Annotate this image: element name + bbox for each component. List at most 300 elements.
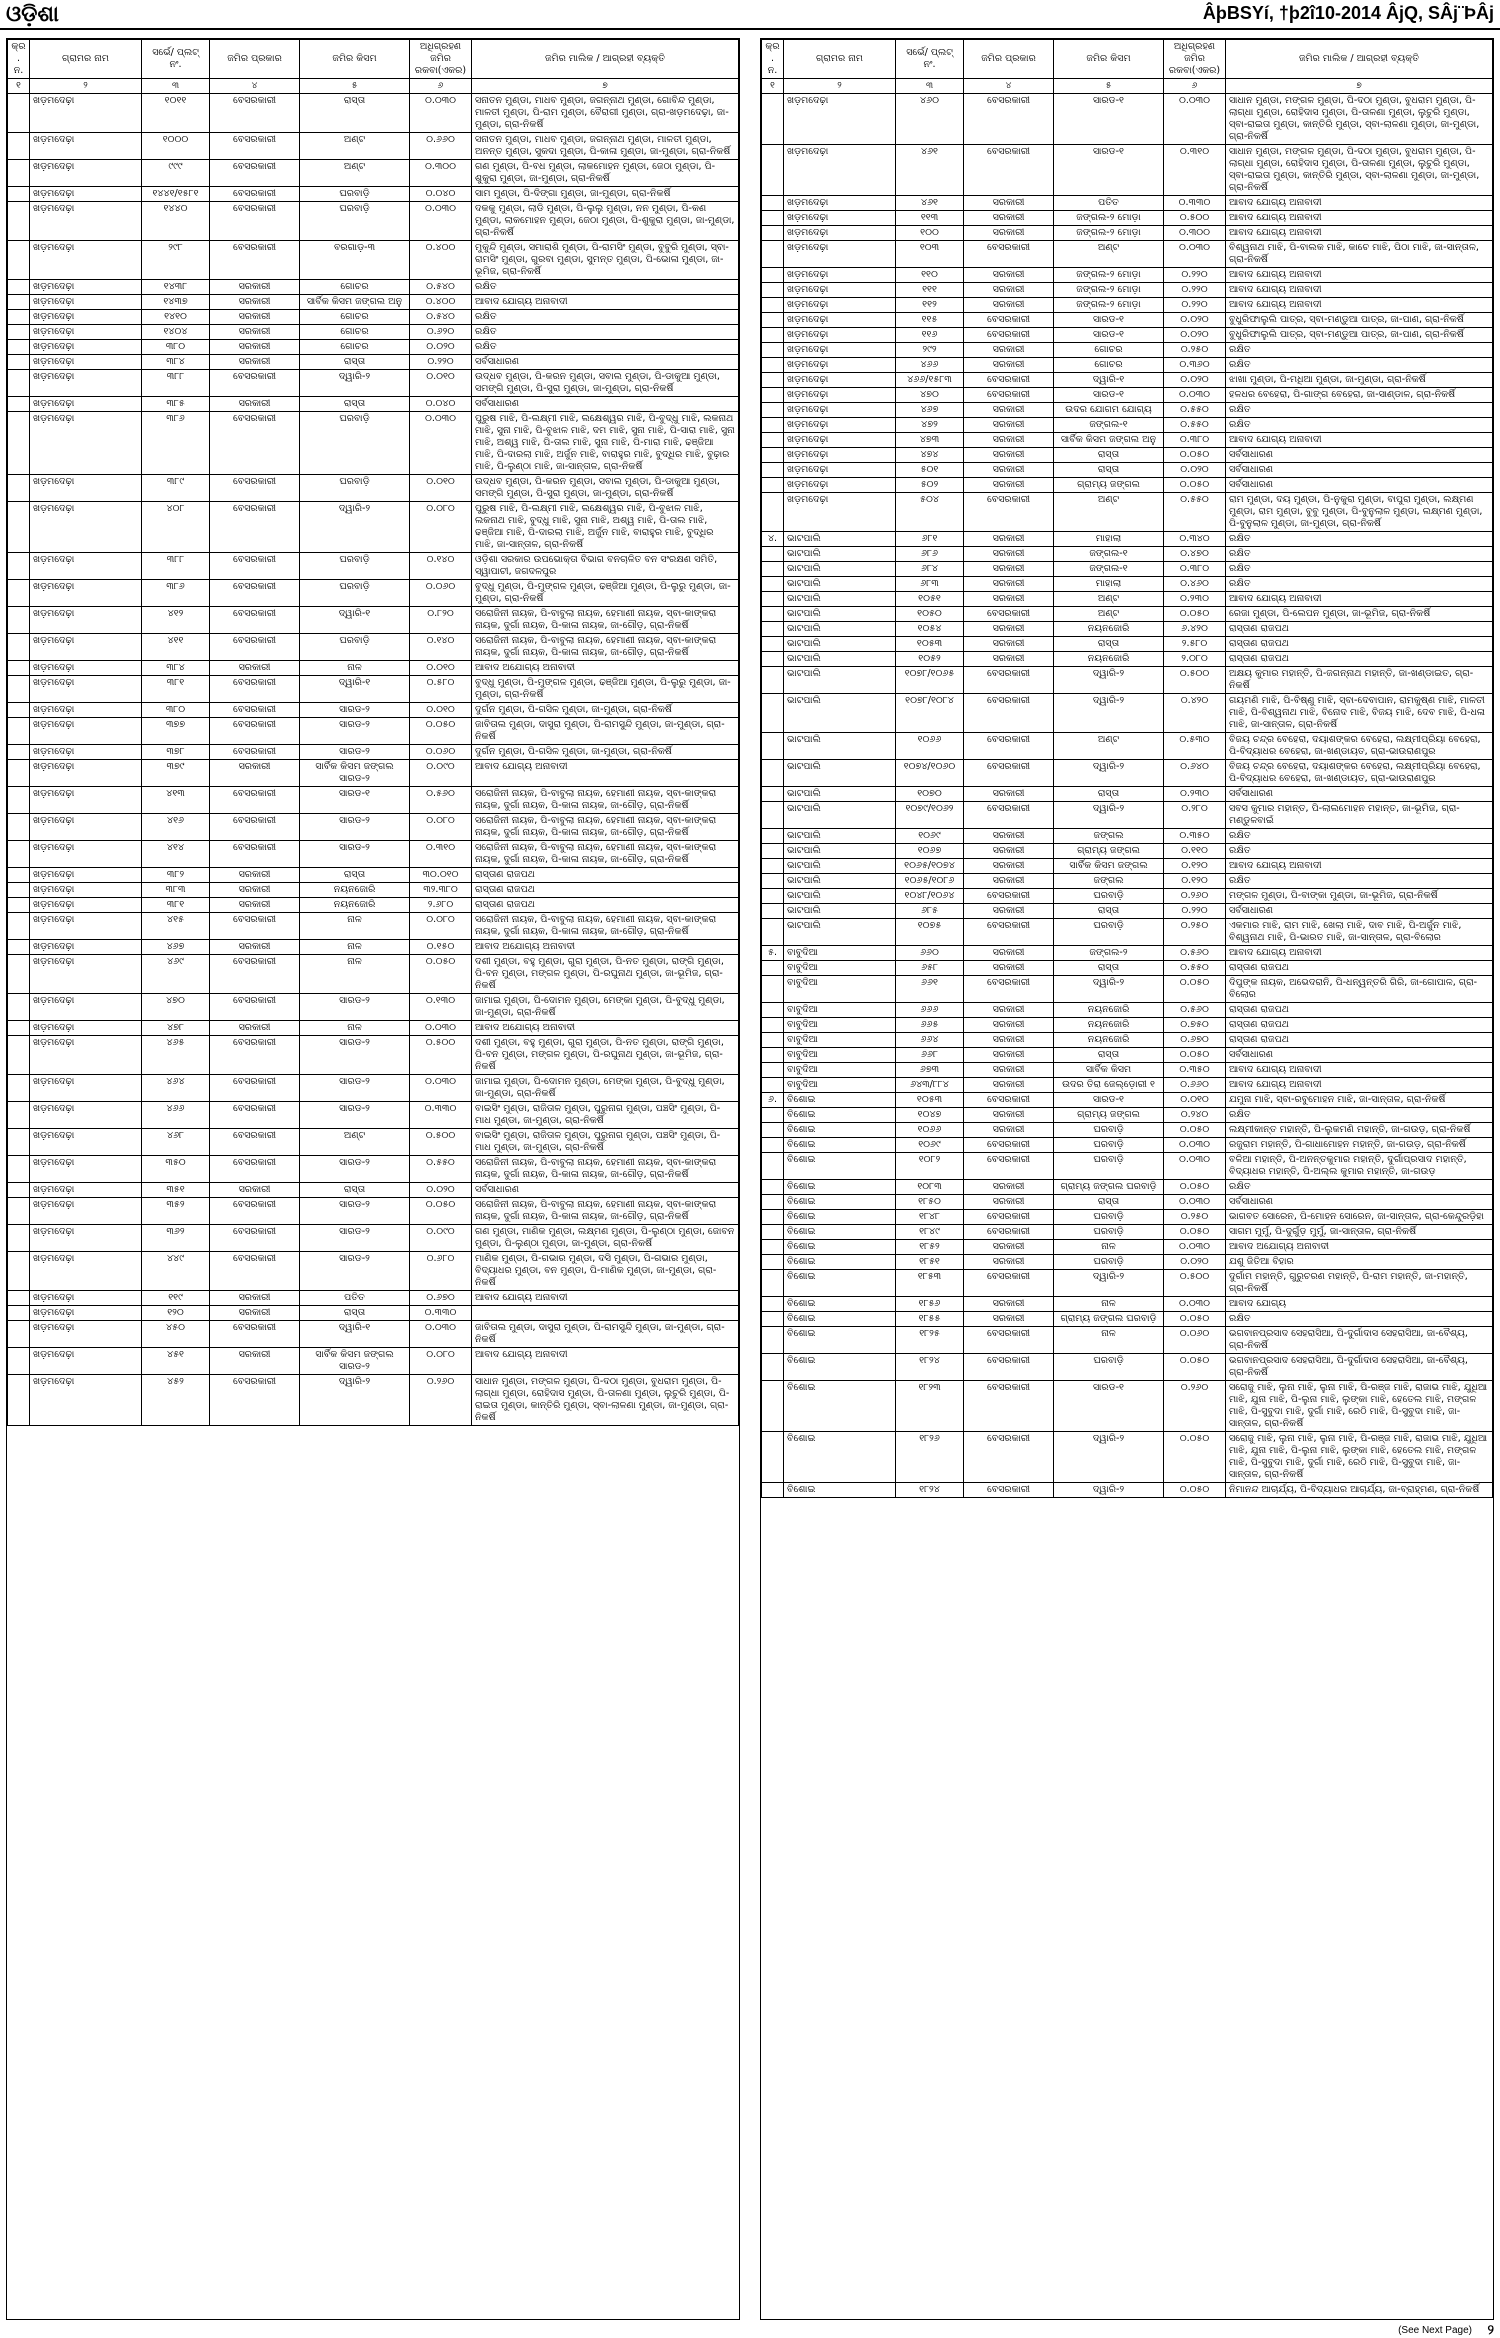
cell-sl [8,1225,30,1252]
cell-village: ବାବୁଦିଆ [784,961,896,976]
cell-survey: ୧୦୫୦ [896,607,964,622]
cell-survey: ୧୮୨୬ [896,1432,964,1483]
cell-kism: ଜଙ୍ଗଲ-୧ [1054,562,1164,577]
cell-kism: ଘରବାଡ଼ି [1054,1255,1164,1270]
cell-survey: ୧୦୬୫/୧୦୮୬ [896,874,964,889]
cell-kism: ଅଣ୍ଟ [1054,607,1164,622]
cell-sl [762,904,784,919]
cell-village: ଖଡ଼ମଦେଢ଼ା [30,1225,142,1252]
cell-owner: ବାଇସିଂ ମୁଣ୍ଡା, ରାଜିତାଳ ମୁଣ୍ଡା, ପୁରୁନାଗ ମୁଣ୍ଡା, ପଞ୍ଚସିଂ ମୁଣ୍ଡା, ପି-ମାଧ ମୁଣ୍ଡା, ଜା-ମୁଣ୍ଡା, ଗ୍ରା-ନିକର୍ଷି [472,1129,739,1156]
cell-survey: ୪୬୪ [142,1075,210,1102]
cell-kism: ରାସ୍ତା [300,94,410,133]
cell-survey: ୧୮୪୯ [896,1225,964,1240]
cell-type: ବେସରକାରୀ [210,475,300,502]
table-row [8,1375,739,1426]
col-survey: ସର୍ଭେ/ ପ୍ଲଟ୍ ନଂ. [896,40,964,79]
cell-sl [762,343,784,358]
table-row [762,226,1493,241]
cell-type: ସରକାରୀ [964,946,1054,961]
cell-owner: ରକ୍ଷିତ [1226,562,1493,577]
cell-owner: ସର୍ବସାଧାରଣ [1226,448,1493,463]
cell-kism: ଗୋଚର [300,325,410,340]
cell-sl [762,1003,784,1018]
cell-kism: ସାରଡ-୧ [1054,328,1164,343]
cell-owner: ସନାତନ ମୁଣ୍ଡା, ମାଧବ ମୁଣ୍ଡା, ଜଗନ୍ନାଥ ମୁଣ୍ଡା, ମାଳତୀ ମୁଣ୍ଡା, ଅନନ୍ତ ମୁଣ୍ଡା, ସୁକଦା ମୁଣ୍ଡା, ପି-କାଳା ମୁଣ୍ଡା, ଜା-ମୁଣ୍ଡା, ଗ୍ରା-ନିକର୍ଷି [472,133,739,160]
cell-area: ୦.୬୨୦ [410,325,472,340]
cell-area: ୦.୦୩୦ [1164,1297,1226,1312]
cell-village: ଖଡ଼ମଦେଢ଼ା [784,358,896,373]
cell-survey: ୧୦୭୪/୧୦୬୦ [896,760,964,787]
cell-village: ଖଡ଼ମଦେଢ଼ା [30,1348,142,1375]
cell-kism: ଦ୍ୱାରି-୨ [1054,1483,1164,1498]
cell-village: ଖଡ଼ମଦେଢ଼ା [30,241,142,280]
table-row [762,493,1493,532]
cell-survey: ୩୮୨ [142,868,210,883]
table-row [8,295,739,310]
cell-survey: ୬୮୩ [896,577,964,592]
table-row [8,661,739,676]
cell-sl [8,355,30,370]
cell-sl [762,859,784,874]
cell-survey: ୩୮୬ [142,412,210,475]
cell-village: ଖଡ଼ମଦେଢ଼ା [30,355,142,370]
cell-village: ବିଶୋଇ [784,1240,896,1255]
cell-kism: ଦ୍ୱାରି-୧ [300,676,410,703]
cell-kism: ଅଣ୍ଟ [300,133,410,160]
cell-type: ସରକାରୀ [964,283,1054,298]
cell-kism: ଘରବାଡ଼ି [300,202,410,241]
cell-kism: ସାର୍ବିକ କିସମ ଜଙ୍ଗଲ ସାରଡ-୨ [300,760,410,787]
table-row [762,946,1493,961]
cell-area: ୦.୦୬୦ [410,580,472,607]
cell-type: ସରକାରୀ [964,298,1054,313]
cell-sl [8,187,30,202]
cell-area: ୦.୫୬୦ [1164,946,1226,961]
cell-sl [8,1102,30,1129]
table-row [8,1021,739,1036]
cell-owner: ଆବାଦ ଯୋଗ୍ୟ ଅନାବାଦୀ [1226,859,1493,874]
cell-area: ୦.୨୫୦ [1164,1210,1226,1225]
table-row [762,904,1493,919]
cell-area: ୦.୫୦୦ [1164,1270,1226,1297]
cell-survey: ୧୮୪୮ [896,1210,964,1225]
cell-village: ଖଡ଼ମଦେଢ଼ା [784,298,896,313]
cell-survey: ୪୬୬ [142,1102,210,1129]
cell-village: ଖଡ଼ମଦେଢ଼ା [30,940,142,955]
cell-sl [762,667,784,694]
cell-type: ବେସରକାରୀ [210,1225,300,1252]
cell-sl [8,1321,30,1348]
cell-sl [8,940,30,955]
cell-area: ୦.୨୮୦ [1164,802,1226,829]
cell-type: ସରକାରୀ [964,343,1054,358]
cell-area: ୦.୦୩୦ [1164,388,1226,403]
cell-area: ୦.୦୫୦ [1164,976,1226,1003]
cell-sl [8,607,30,634]
cell-sl [762,802,784,829]
cell-survey: ୧୧୩ [896,211,964,226]
cell-sl [762,733,784,760]
table-row [8,718,739,745]
cell-area: ୦.୧୨୦ [1164,859,1226,874]
cell-sl [8,634,30,661]
cell-owner: ଆବାଦ ଅଯୋଗ୍ୟ ଅନାବାଦୀ [1226,1240,1493,1255]
cell-kism: ନାଳ [300,940,410,955]
cell-village: ବାବୁଦିଆ [784,1018,896,1033]
cell-kism: ଦ୍ୱାରି-୨ [1054,694,1164,733]
cell-type: ବେସରକାରୀ [964,1483,1054,1498]
cell-kism: ନାଳ [1054,1297,1164,1312]
cell-kism: ସାର୍ବିକ କିସମ ଜଙ୍ଗଲ [1054,859,1164,874]
cell-type: ବେସରକାରୀ [210,241,300,280]
cell-kism: ଦ୍ୱାରି-୨ [1054,760,1164,787]
cell-sl [762,622,784,637]
cell-area: ୦.୦୩୦ [1164,241,1226,268]
cell-sl [8,553,30,580]
cell-owner: ଆବାଦ ଯୋଗ୍ୟ ଅନାବାଦୀ [1226,433,1493,448]
cell-owner: ସରୋଜିନୀ ନାୟକ, ପି-ବାବୁଲା ନାୟକ, ହେମାଣୀ ନାୟକ, ସ୍ବା-କାଙ୍କରା ନାୟକ, ଦୁର୍ଗା ନାୟକ, ପି-କାଳା ନାୟକ, ଜା-ଗୌଡ଼, ଗ୍ରା-ନିକର୍ଷି [472,841,739,868]
cell-type: ବେସରକାରୀ [964,1225,1054,1240]
cell-area: ୦.୦୪୦ [410,397,472,412]
table-row [762,637,1493,652]
cell-village: ଭାଟପାଲି [784,532,896,547]
cell-survey: ୪୫୧ [142,1348,210,1375]
cell-survey: ୩୮୪ [142,355,210,370]
cell-owner: ରଜୁରାମ ମହାନ୍ତି, ପି-ଗାଧାମୋହନ ମହାନ୍ତି, ଜା-ଗଉଡ଼, ଗ୍ରା-ନିକର୍ଷି [1226,1138,1493,1153]
cell-area: ୦.୧୪୦ [410,553,472,580]
table-row [762,1033,1493,1048]
cell-survey: ୬୬୧ [896,976,964,1003]
table-row [762,1180,1493,1195]
cell-area: ୦.୦୧୦ [410,475,472,502]
cell-sl [762,874,784,889]
cell-owner: ବୁଦ୍ଧୁ ମୁଣ୍ଡା, ପି-ମୁଙ୍ଗଳ ମୁଣ୍ଡା, ଢଞ୍ଜିଆ ମୁଣ୍ଡା, ପି-ଲୁରୁ ମୁଣ୍ଡା, ଜା-ମୁଣ୍ଡା, ଗ୍ରା-ନିକର୍ଷି [472,676,739,703]
cell-kism: ନାଳ [300,661,410,676]
cell-village: ଖଡ଼ମଦେଢ଼ା [30,502,142,553]
cell-kism: ଅଣ୍ଟ [1054,493,1164,532]
cell-owner: ହଳଧର ବେହେରା, ପି-ଗାଙ୍ଗ ବେହେରା, ଜା-ସାଣ୍ଡାଳ, ଗ୍ରା-ନିକର୍ଷି [1226,388,1493,403]
cell-village: ଖଡ଼ମଦେଢ଼ା [30,1198,142,1225]
cell-survey: ୩୮୦ [142,340,210,355]
cell-type: ବେସରକାରୀ [210,1036,300,1075]
cell-type: ବେସରକାରୀ [210,502,300,553]
cell-owner: ଭାଗବତ ସୋରେନ, ପି-ମୋହନ ସୋରେନ, ଜା-ସାନ୍ତାଳ, ଗ୍ରା-କେନ୍ଦୁରଡ଼ିହା [1226,1210,1493,1225]
cell-sl [762,1270,784,1297]
cell-owner: ଆବାଦ ଯୋଗ୍ୟ ଅନାବାଦୀ [1226,283,1493,298]
cell-kism: ନାଳ [300,913,410,940]
cell-sl [8,703,30,718]
table-row [762,874,1493,889]
column-number-row [762,79,1493,94]
table-row [8,841,739,868]
cell-village: ବାବୁଦିଆ [784,1003,896,1018]
cell-owner: ସରୋଜୁ ମାଝି, ଲୁନା ମାଝି, ଲୁନା ମାଝି, ପି-ରଞ୍ଜ ମାଝି, ରାଜାଭ ମାଝି, ଯୁଧିଆ ମାଝି, ଯୁନା ମାଝି, ପି-ଲୁନା ମାଝି, ଲୁଙ୍କା ମାଝି, ହେତେଲ ମାଝି, ମଙ୍ଗଳ ମାଝି, ପି-ସୁବୁଦା ମାଝି, ଦୁର୍ଗା ମାଝି, ରେଠି ମାଝି, ପି-ସୁବୁଦା ମାଝି, ଜା-ସାନ୍ତାଳ, ଗ୍ରା-ନିକର୍ଷି [1226,1381,1493,1432]
cell-sl [762,1225,784,1240]
cell-owner [472,1306,739,1321]
cell-kism: ମାହାଲା [1054,532,1164,547]
cell-kism: ନାଳ [1054,1327,1164,1354]
cell-survey: ୬୬୮ [896,1048,964,1063]
table-row [8,940,739,955]
cell-survey: ୧୮୫୦ [896,1195,964,1210]
cell-kism: ସାରଡ-୨ [300,1075,410,1102]
cell-sl [762,298,784,313]
cell-area: ୦.୬୭୦ [1164,1033,1226,1048]
cell-sl [762,1195,784,1210]
cell-kism: ପତିତ [1054,196,1164,211]
cell-kism: ଦ୍ୱାରି-୨ [1054,1432,1164,1483]
cell-village: ଖଡ଼ମଦେଢ଼ା [30,883,142,898]
cell-type: ବେସରକାରୀ [210,412,300,475]
table-row [8,760,739,787]
cell-type: ସରକାରୀ [964,463,1054,478]
cell-type: ବେସରକାରୀ [964,313,1054,328]
cell-village: ବିଶୋଇ [784,1108,896,1123]
cell-type: ବେସରକାରୀ [964,94,1054,145]
table-row [8,202,739,241]
cell-village: ଭାଟପାଲି [784,694,896,733]
table-row [762,373,1493,388]
cell-kism: ସାରଡ-୨ [300,814,410,841]
cell-area: ୦.୦୮୦ [410,502,472,553]
cell-sl [8,580,30,607]
cell-village: ଖଡ଼ମଦେଢ଼ା [30,1375,142,1426]
table-row [8,1348,739,1375]
table-row [762,241,1493,268]
cell-owner: ରକ୍ଷିତ [1226,844,1493,859]
cell-survey: ୪୫୨ [142,1375,210,1426]
cell-owner: ଆବାଦ ଅଯୋଗ୍ୟ ଅନାବାଦୀ [472,661,739,676]
cell-type: ବେସରକାରୀ [210,841,300,868]
cell-survey: ୩୮୫ [142,397,210,412]
col-number: ୨ [784,79,896,94]
cell-area: ୦.୨୨୦ [1164,298,1226,313]
cell-area: ୦.୦୨୦ [410,1183,472,1198]
cell-area: ୦.୩୩୦ [1164,196,1226,211]
cell-sl [762,1210,784,1225]
page-header [0,0,1500,30]
cell-owner: ଆବାଦ ଯୋଗ୍ୟ ଅନାବାଦୀ [472,1291,739,1306]
cell-owner: ରାସ୍ତାଣ ରାଜପଥ [1226,1018,1493,1033]
cell-type: ବେସରକାରୀ [964,889,1054,904]
cell-sl [762,196,784,211]
cell-area: ୦.୪୦୦ [410,295,472,310]
table-row [762,859,1493,874]
col-number: ୬ [410,79,472,94]
table-header [762,40,1493,79]
cell-sl [8,160,30,187]
table-row [762,622,1493,637]
cell-type: ବେସରକାରୀ [210,1075,300,1102]
cell-kism: ରାସ୍ତା [1054,787,1164,802]
cell-owner: ରକ୍ଷିତ [1226,829,1493,844]
cell-sl [8,868,30,883]
table-row [8,1225,739,1252]
cell-village: ଖଡ଼ମଦେଢ଼ା [30,280,142,295]
cell-owner: ମାଣିକ ମୁଣ୍ଡା, ପି-ଗଭାର ମୁଣ୍ଡା, ଦସି ମୁଣ୍ଡା, ପି-ଗଭାର ମୁଣ୍ଡା, ବିଦ୍ୟାଧର ମୁଣ୍ଡା, ବନ ମୁଣ୍ଡା, ପି-ମାଣିକ ମୁଣ୍ଡା, ଜା-ମୁଣ୍ଡା, ଗ୍ରା-ନିକର୍ଷି [472,1252,739,1291]
cell-survey: ୧୪୪୦ [142,202,210,241]
cell-sl [8,1129,30,1156]
cell-sl [762,448,784,463]
cell-area: ୦.୫୫୦ [410,1156,472,1183]
cell-kism: ଗ୍ରାମ୍ୟ ଜଙ୍ଗଲ [1054,1108,1164,1123]
cell-owner: ଆବାଦ ଯୋଗ୍ୟ ଅନାବାଦୀ [1226,946,1493,961]
cell-survey: ୧୮୨୪ [896,1483,964,1498]
cell-area: ୩୦.୦୧୦ [410,868,472,883]
cell-survey: ୬୫୮ [896,961,964,976]
table-row [8,1291,739,1306]
cell-survey: ୪୬୬ [896,358,964,373]
cell-survey: ୧୦୫୧ [896,592,964,607]
cell-type: ସରକାରୀ [210,1183,300,1198]
table-row [762,961,1493,976]
cell-owner: ସାଧାନ ମୁଣ୍ଡା, ମଙ୍ଗଳ ମୁଣ୍ଡା, ପି-ଦଠା ମୁଣ୍ଡା, ବୁଧରାମ ମୁଣ୍ଡା, ପି-ଲାଗ୍ଧା ମୁଣ୍ଡା, ରୋହିଦାସ ମୁଣ୍ଡା, ପି-ତାଳଣା ମୁଣ୍ଡା, ଲୁଚୁରି ମୁଣ୍ଡା, ପି-ରାଇତା ମୁଣ୍ଡା, କାନ୍ତିରି ମୁଣ୍ଡା, ସ୍ବା-ଲାଳଣା ମୁଣ୍ଡା, ଜା-ମୁଣ୍ଡା, ଗ୍ରା-ନିକର୍ଷି [472,1375,739,1426]
cell-type: ସରକାରୀ [210,1291,300,1306]
cell-sl [8,1348,30,1375]
cell-area: ୦.୩୮୦ [1164,433,1226,448]
left-table-body [8,94,739,1426]
cell-type: ସରକାରୀ [964,226,1054,241]
cell-area: ୦.୩୧୦ [1164,145,1226,196]
col-kism: ଜମିର କିସମ [1054,40,1164,79]
cell-owner: ବୁଦ୍ଧୁ ମୁଣ୍ଡା, ପି-ମୁଙ୍ଗଳ ମୁଣ୍ଡା, ଢଞ୍ଜିଆ ମୁଣ୍ଡା, ପି-ଲୁରୁ ମୁଣ୍ଡା, ଜା-ମୁଣ୍ଡା, ଗ୍ରା-ନିକର୍ଷି [472,580,739,607]
cell-owner: ସର୍ବସାଧାରଣ [1226,1048,1493,1063]
cell-area: ୦.୫୬୦ [410,787,472,814]
cell-survey: ୧୦୭୮/୧୦୬୫ [896,667,964,694]
cell-owner: ସର୍ବସାଧାରଣ [1226,787,1493,802]
cell-type: ସରକାରୀ [964,1078,1054,1093]
cell-sl [762,241,784,268]
cell-kism: ଅଣ୍ଟ [1054,733,1164,760]
cell-area: ୦.୦୩୦ [1164,1153,1226,1180]
cell-sl [8,1036,30,1075]
table-row [762,313,1493,328]
cell-type: ସରକାରୀ [964,478,1054,493]
cell-village: ବାବୁଦିଆ [784,1033,896,1048]
cell-type: ସରକାରୀ [964,1108,1054,1123]
cell-village: ଭାଟପାଲି [784,733,896,760]
cell-village: ଭାଟପାଲି [784,904,896,919]
right-column [760,38,1494,2320]
cell-sl [8,133,30,160]
cell-area: ୨.୬୮୦ [410,898,472,913]
cell-area: ୦.୫୦୦ [410,1036,472,1075]
table-header [8,40,739,79]
col-number: ୫ [300,79,410,94]
cell-area: ୦.୧୫୦ [410,940,472,955]
table-row [762,1297,1493,1312]
cell-area: ୦.୦୫୦ [1164,607,1226,622]
cell-owner: ଦଶୀ ମୁଣ୍ଡା, ବହୁ ମୁଣ୍ଡା, ଗୁରା ମୁଣ୍ଡା, ପି-ନତ ମୁଣ୍ଡା, ରାଙ୍ଗି ମୁଣ୍ଡା, ପି-ବନ ମୁଣ୍ଡା, ମଙ୍ଗଳ ମୁଣ୍ଡା, ପି-ରଘୁନାଥ ମୁଣ୍ଡା, ଜା-ଭୂମିଜ, ଗ୍ରା-ନିକର୍ଷି [472,955,739,994]
cell-sl [762,211,784,226]
cell-owner: ଦକକୁ ମୁଣ୍ଡା, ଲାଡି ମୁଣ୍ଡା, ପି-ଲୁଲୁ ମୁଣ୍ଡା, ନନ ମୁଣ୍ଡା, ପି-କଣ ମୁଣ୍ଡା, ଲାକମୋହନ ମୁଣ୍ଡା, ଜେଠା ମୁଣ୍ଡା, ପି-ଶୁକୁରା ମୁଣ୍ଡା, ଜା-ମୁଣ୍ଡା, ଗ୍ରା-ନିକର୍ଷି [472,202,739,241]
cell-sl [762,1078,784,1093]
cell-sl [8,814,30,841]
cell-survey: ୧୦୫୪ [896,622,964,637]
cell-area: ୦.୫୫୦ [1164,418,1226,433]
cell-owner: ଆବାଦ ଯୋଗ୍ୟ ଅନାବାଦୀ [472,295,739,310]
cell-sl [8,475,30,502]
cell-type: ସରକାରୀ [210,1306,300,1321]
cell-village: ଖଡ଼ମଦେଢ଼ା [784,283,896,298]
col-kism: ଜମିର କିସମ [300,40,410,79]
cell-kism: ରାସ୍ତା [300,1306,410,1321]
col-number: ୩ [142,79,210,94]
cell-area: ୦.୩୦୦ [410,160,472,187]
cell-type: ବେସରକାରୀ [210,1129,300,1156]
cell-survey: ୧୦୭୯/୧୦୬୨ [896,802,964,829]
cell-survey: ୧୪୧୦ [142,310,210,325]
cell-owner: ରକ୍ଷିତ [472,310,739,325]
cell-survey: ୩୭୮ [142,745,210,760]
cell-survey: ୫୦୪ [896,493,964,532]
cell-type: ବେସରକାରୀ [210,745,300,760]
cell-type: ସରକାରୀ [964,532,1054,547]
cell-village: ବିଶୋଇ [784,1255,896,1270]
cell-village: ଖଡ଼ମଦେଢ଼ା [784,211,896,226]
cell-area: ୦.୭୫୦ [1164,1018,1226,1033]
cell-sl [762,433,784,448]
cell-survey: ୧୦୭୦ [896,787,964,802]
col-area: ଅଧିଗ୍ରହଣ ଜମିର ରକବା(ଏକର) [1164,40,1226,79]
cell-village: ଭାଟପାଲି [784,667,896,694]
cell-kism: ରାସ୍ତା [1054,1195,1164,1210]
table-row [762,403,1493,418]
cell-village: ଖଡ଼ମଦେଢ଼ା [784,94,896,145]
cell-survey: ୯୯୯ [142,160,210,187]
cell-sl [762,1018,784,1033]
cell-village: ଖଡ଼ମଦେଢ଼ା [784,313,896,328]
cell-village: ଭାଟପାଲି [784,829,896,844]
cell-owner: ରକ୍ଷିତ [1226,532,1493,547]
table-row [762,1255,1493,1270]
cell-type: ବେସରକାରୀ [210,787,300,814]
cell-sl [762,1354,784,1381]
cell-type: ବେସରକାରୀ [964,1210,1054,1225]
cell-survey: ୧୮୨୩ [896,1381,964,1432]
cell-area: ୦.୫୦୦ [1164,211,1226,226]
cell-kism: ଦ୍ୱାରି-୨ [1054,1270,1164,1297]
cell-owner: ସରୋଜିନୀ ନାୟକ, ପି-ବାବୁଲା ନାୟକ, ହେମାଣୀ ନାୟକ, ସ୍ବା-କାଙ୍କରା ନାୟକ, ଦୁର୍ଗା ନାୟକ, ପି-କାଳା ନାୟକ, ଜା-ଗୌଡ଼, ଗ୍ରା-ନିକର୍ଷି [472,814,739,841]
cell-survey: ୧୮୫୫ [896,1312,964,1327]
col-village: ଗ୍ରାମର ନାମ [784,40,896,79]
table-row [8,883,739,898]
cell-area: ୦.୪୬୦ [1164,577,1226,592]
cell-kism: ରାସ୍ତା [1054,448,1164,463]
cell-kism: ଦ୍ୱାରି-୧ [300,607,410,634]
table-row [8,1321,739,1348]
cell-survey: ୧୪୦୪ [142,325,210,340]
cell-type: ସରକାରୀ [964,1063,1054,1078]
cell-owner: ଆବାଦ ଯୋଗ୍ୟ ଅନାବାଦୀ [472,1348,739,1375]
cell-village: ବାବୁଦିଆ [784,1048,896,1063]
table-row [762,1078,1493,1093]
cell-kism: ନୟନଜୋରି [300,898,410,913]
cell-owner: ସରୋଜିନୀ ନାୟକ, ପି-ବାବୁଲା ନାୟକ, ହେମାଣୀ ନାୟକ, ସ୍ବା-କାଙ୍କରା ନାୟକ, ଦୁର୍ଗା ନାୟକ, ପି-କାଳା ନାୟକ, ଜା-ଗୌଡ଼, ଗ୍ରା-ନିକର୍ଷି [472,913,739,940]
cell-village: ଖଡ଼ମଦେଢ଼ା [30,397,142,412]
cell-survey: ୬୬୦ [896,946,964,961]
cell-owner: ଆବାଦ ଯୋଗ୍ୟ ଅନାବାଦୀ [1226,196,1493,211]
cell-area: ୦.୦୪୦ [410,187,472,202]
cell-survey: ୧୦୬୫/୧୦୭୪ [896,859,964,874]
cell-sl [8,1075,30,1102]
cell-owner: ରକ୍ଷିତ [472,325,739,340]
cell-survey: ୧୧୧ [896,283,964,298]
cell-sl [762,919,784,946]
cell-survey: ୧୦୪୭ [896,1108,964,1123]
cell-type: ସରକାରୀ [210,760,300,787]
cell-owner: ଦୁର୍ଗାମ ମହାନ୍ତି, ଗୁରୁଚରଣ ମହାନ୍ତି, ପି-ରାମ ମହାନ୍ତି, ଜା-ମହାନ୍ତି, ଗ୍ରା-ନିକର୍ଷି [1226,1270,1493,1297]
